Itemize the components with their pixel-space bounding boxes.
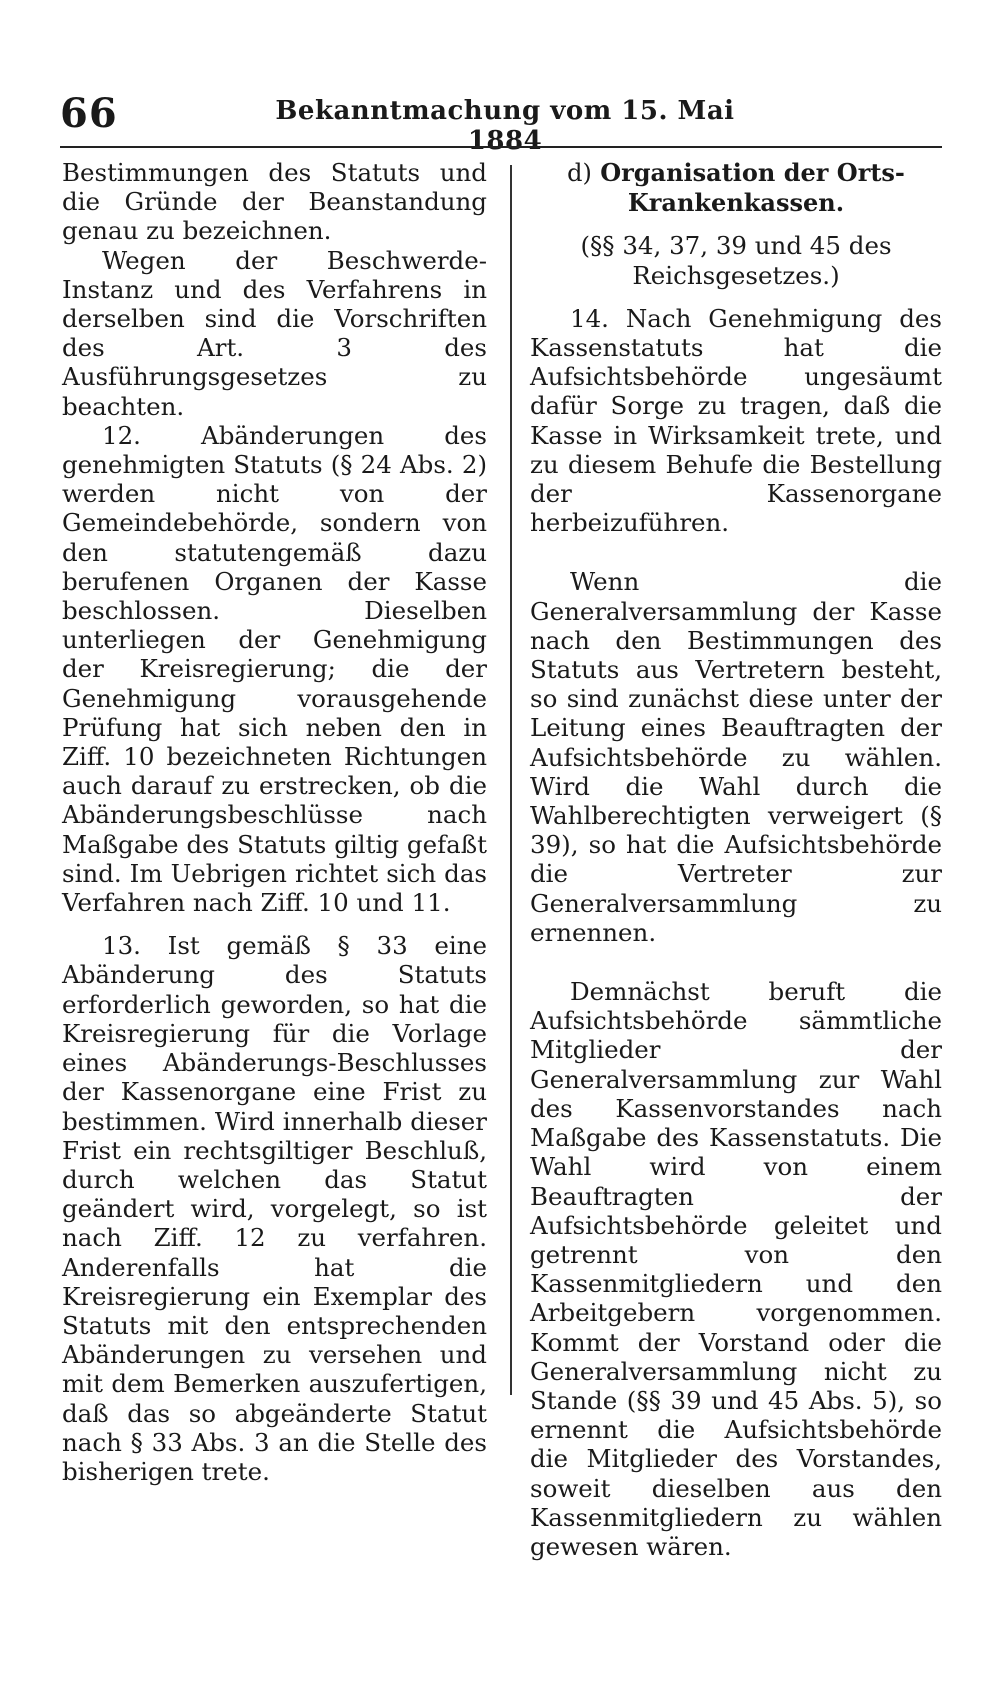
- running-title: Bekanntmachung vom 15. Mai 1884: [275, 96, 735, 156]
- section-title: Organisation der Orts-Krankenkassen.: [600, 158, 905, 218]
- column-divider: [510, 165, 512, 1395]
- left-column: [62, 158, 487, 1486]
- page-number: 66: [60, 90, 118, 137]
- section-reference: (§§ 34, 37, 39 und 45 des Reichsgesetzes.): [580, 231, 892, 290]
- paragraph-continuation: Bestimmungen des Statuts und die Gründe der Beanstandung genau zu bezeichnen.: [62, 158, 487, 246]
- paragraph-generalversammlung: Wenn die Generalversammlung der Kasse nach den Bestimmungen des Statuts aus Vertretern besteht, so sind zunächst diese unter der Leitung eines Beauftragten der Aufsichtsbehörde zu wählen. Wird die Wahl durch die Wahlberechtigten verweigert (§ 39), so hat die Aufsichtsbehörde die Vertreter zur Generalversammlung zu ernennen.: [530, 567, 942, 947]
- section-letter: d): [567, 159, 592, 187]
- paragraph-demnaechst: Demnächst beruft die Aufsichtsbehörde sämmtliche Mitglieder der Generalversammlung zur Wahl des Kassenvorstandes nach Maßgabe des Kassenstatuts. Die Wahl wird von einem Beauftragten der Aufsichtsbehörde geleitet und getrennt von den Kassenmitgliedern und den Arbeitgebern vorgenommen. Kommt der Vorstand oder die Generalversammlung nicht zu Stande (§§ 39 und 45 Abs. 5), so ernennt die Aufsichtsbehörde die Mitglieder des Vorstandes, soweit dieselben aus den Kassenmitgliedern zu wählen gewesen wären.: [530, 977, 942, 1561]
- paragraph-beschwerde: Wegen der Beschwerde-Instanz und des Verfahrens in derselben sind die Vorschriften des Art. 3 des Ausführungsgesetzes zu beachten.: [62, 245, 487, 421]
- paragraph-14: 14. Nach Genehmigung des Kassenstatuts hat die Aufsichtsbehörde ungesäumt dafür Sorge zu tragen, daß die Kasse in Wirksamkeit trete, und zu diesem Behufe die Bestellung der Kassenorgane herbeizuführen.: [530, 303, 942, 538]
- paragraph-12: 12. Abänderungen des genehmigten Statuts (§ 24 Abs. 2) werden nicht von der Gemeindebehörde, sondern von den statutengemäß dazu berufenen Organen der Kasse beschlossen. Dieselben unterliegen der Genehmigung der Kreisregierung; die der Genehmigung vorausgehende Prüfung hat sich neben den in Ziff. 10 bezeichneten Richtungen auch darauf zu erstrecken, ob die Abänderungsbeschlüsse nach Maßgabe des Statuts giltig gefaßt sind. Im Uebrigen richtet sich das Verfahren nach Ziff. 10 und 11.: [62, 420, 487, 918]
- right-column: [530, 158, 942, 1561]
- paragraph-13: 13. Ist gemäß § 33 eine Abänderung des Statuts erforderlich geworden, so hat die Kreisregierung für die Vorlage eines Abänderungs-Beschlusses der Kassenorgane eine Frist zu bestimmen. Wird innerhalb dieser Frist ein rechtsgiltiger Beschluß, durch welchen das Statut geändert wird, vorgelegt, so ist nach Ziff. 12 zu verfahren. Anderenfalls hat die Kreisregierung ein Exemplar des Statuts mit den entsprechenden Abänderungen zu versehen und mit dem Bemerken auszufertigen, daß das so abgeänderte Statut nach § 33 Abs. 3 an die Stelle des bisherigen trete.: [62, 931, 487, 1486]
- section-heading: [530, 158, 942, 217]
- header-rule: [60, 146, 942, 148]
